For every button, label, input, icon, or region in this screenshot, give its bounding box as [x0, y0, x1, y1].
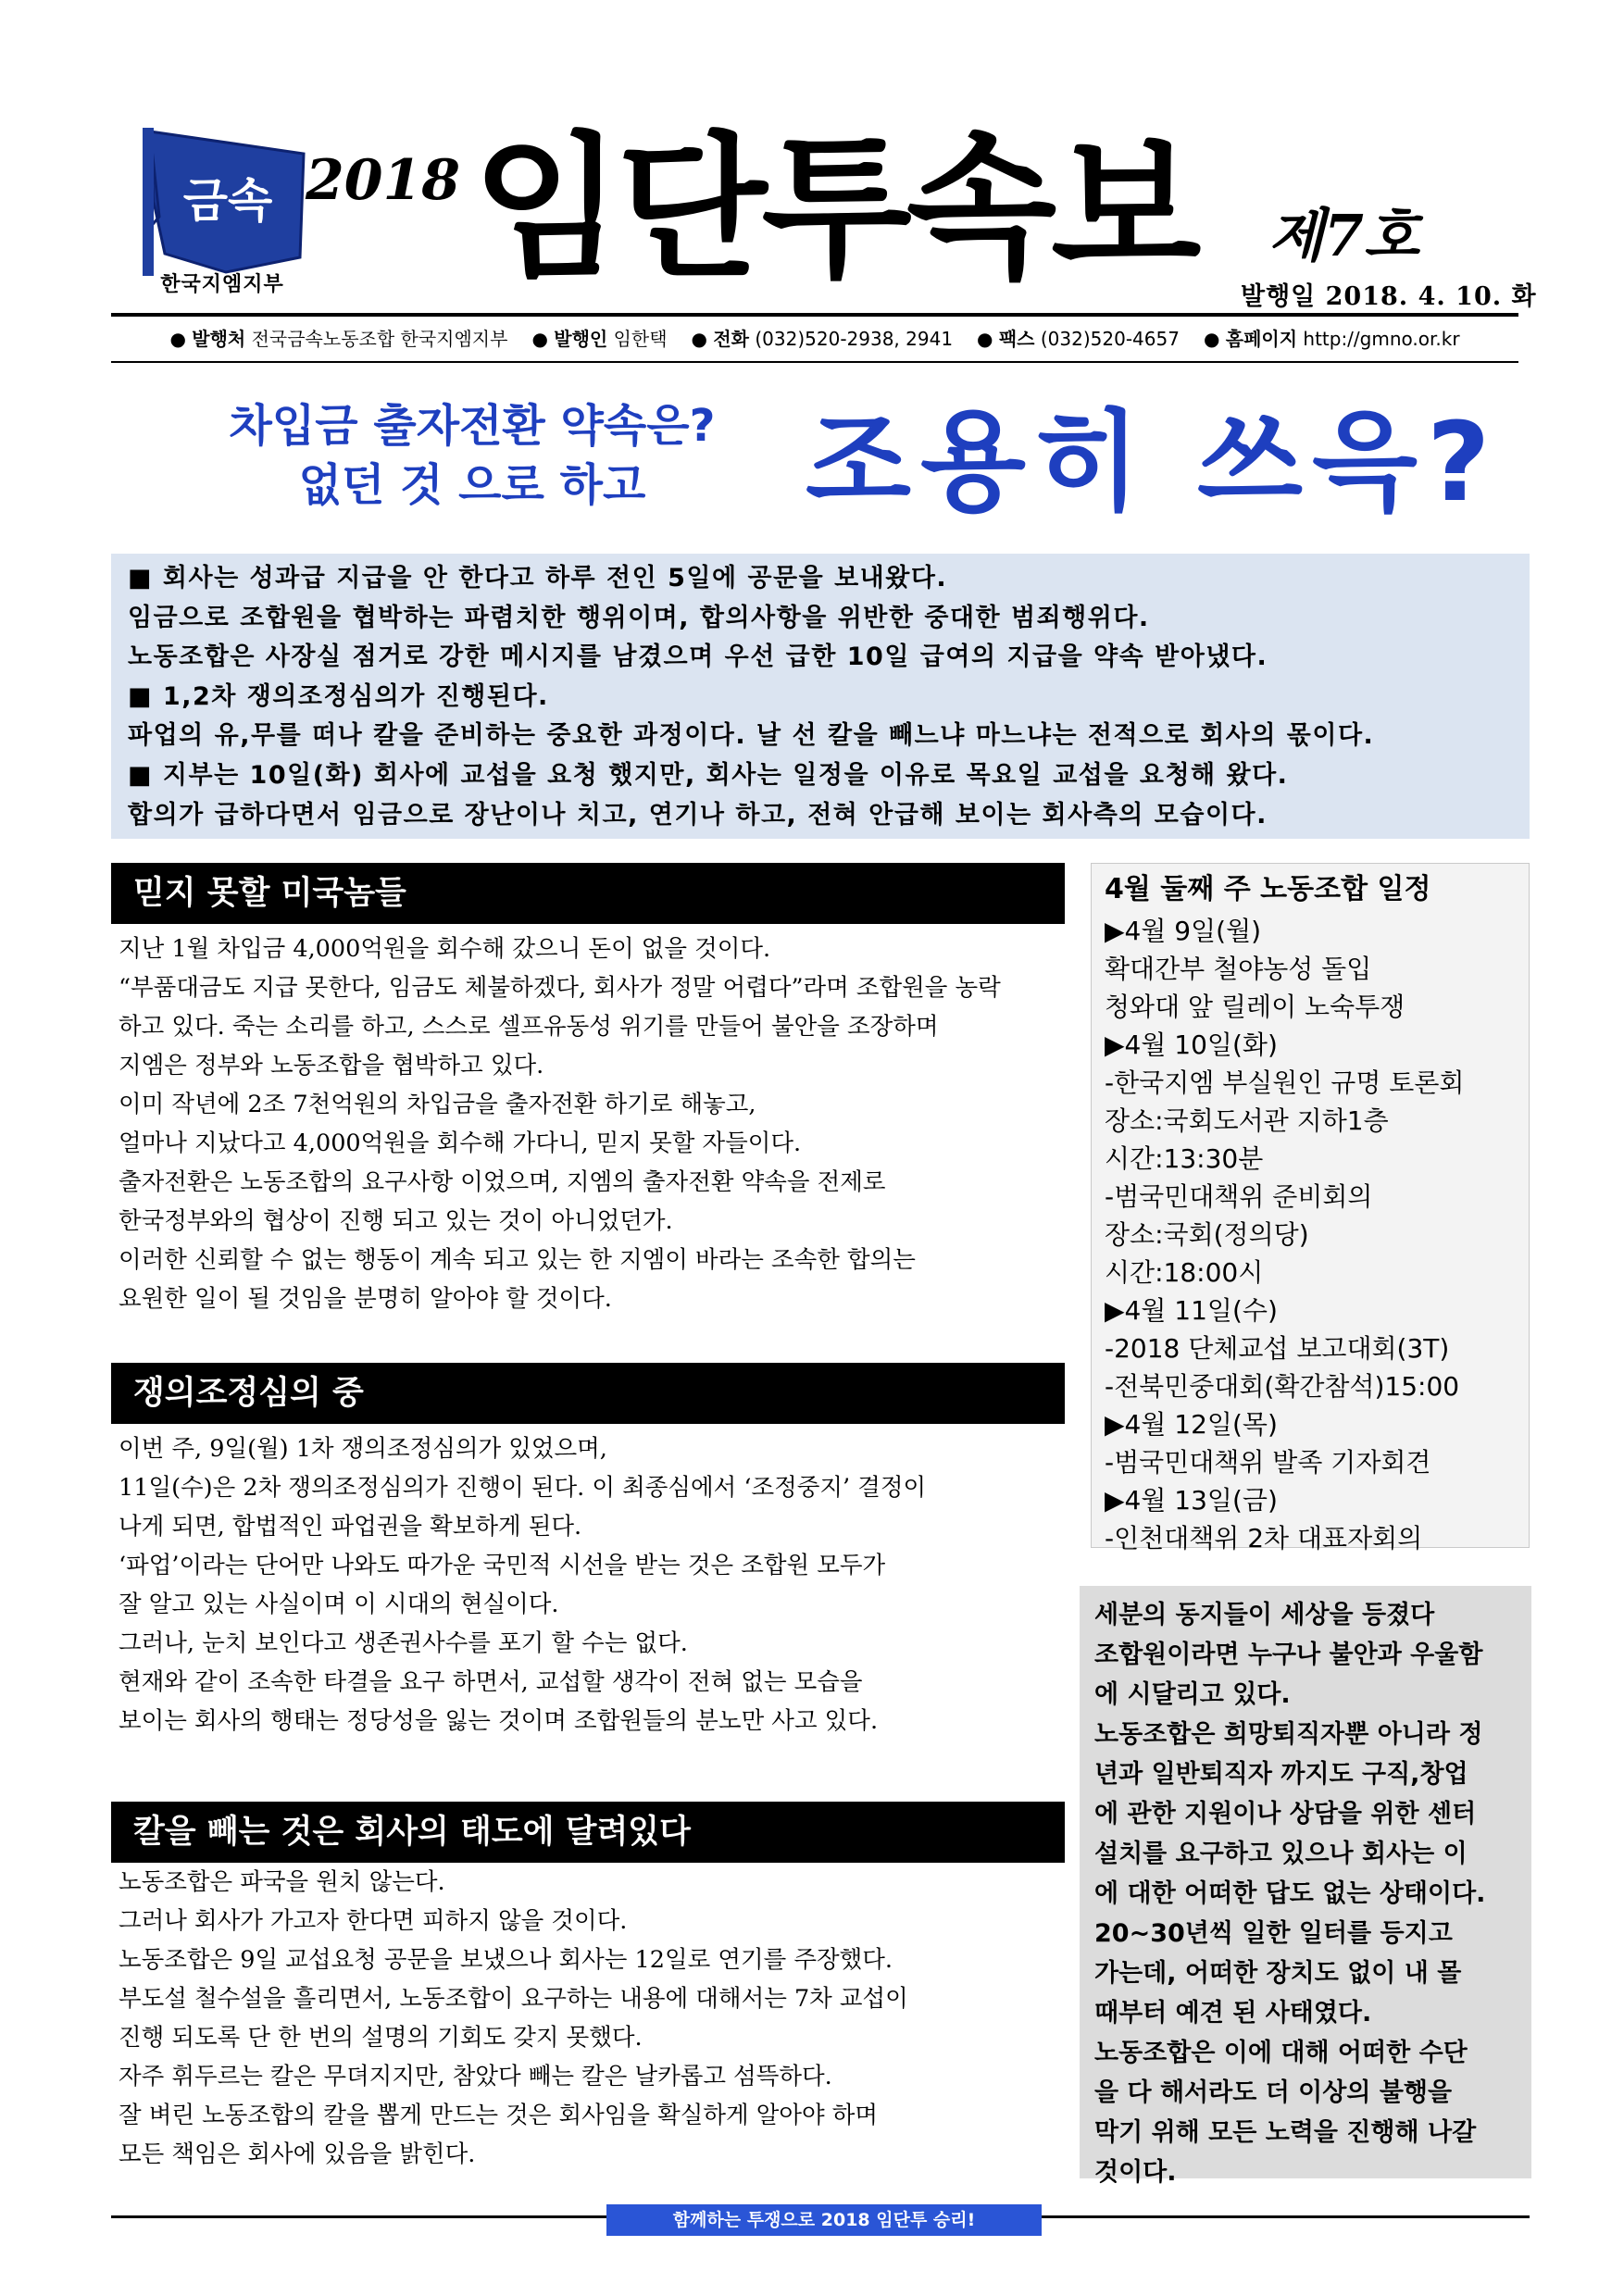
article-line: 얼마나 지났다고 4,000억원을 회수해 가다니, 믿지 못할 자들이다. — [119, 1129, 802, 1157]
article-line: 자주 휘두르는 칼은 무뎌지지만, 참았다 빼는 칼은 날카롭고 섬뜩하다. — [119, 2063, 832, 2090]
article-body — [111, 1863, 1065, 2174]
summary-line: 합의가 급하다면서 임금으로 장난이나 치고, 연기나 하고, 전혀 안급해 보이는 회사측의 모습이다. — [128, 800, 1268, 830]
article-line: 나게 되면, 합법적인 파업권을 확보하게 된다. — [119, 1513, 582, 1541]
summary-line: ■ 회사는 성과급 지급을 안 한다고 하루 전인 5일에 공문을 보내왔다. — [128, 564, 948, 593]
weekly-schedule — [1091, 863, 1530, 1554]
schedule-line: ▶4월 9일(월) — [1105, 916, 1262, 946]
summary-line: 파업의 유,무를 떠나 칼을 준비하는 중요한 과정이다. 날 선 칼을 빼느냐 마느냐는 전적으로 회사의 몫이다. — [128, 721, 1375, 751]
schedule-line: -범국민대책위 준비회의 — [1105, 1181, 1373, 1212]
schedule-line: ▶4월 12일(목) — [1105, 1409, 1278, 1440]
article-company-attitude — [111, 1802, 1065, 2174]
headline-sub-line-1: 차입금 출자전환 약속은? — [229, 400, 716, 452]
note-line: 설치를 요구하고 있으나 회사는 이 — [1094, 1840, 1468, 1868]
publish-date: 발행일 2018. 4. 10. 화 — [1241, 282, 1537, 311]
schedule-line: 시간:18:00시 — [1105, 1257, 1264, 1288]
note-line: 을 다 해서라도 더 이상의 불행을 — [1094, 2078, 1453, 2107]
article-line: 이미 작년에 2조 7천억원의 차입금을 출자전환 하기로 해놓고, — [119, 1091, 756, 1118]
note-line: 20~30년씩 일한 일터를 등지고 — [1094, 1919, 1453, 1948]
article-line: 노동조합은 파국을 원치 않는다. — [119, 1868, 445, 1896]
masthead-title: 임단투속보 — [472, 116, 1196, 299]
note-line: 세분의 동지들이 세상을 등졌다 — [1094, 1601, 1435, 1629]
article-line: “부품대금도 지급 못한다, 임금도 체불하겠다, 회사가 정말 어렵다”라며 조합원을 농락 — [119, 974, 1001, 1002]
article-title: 칼을 빼는 것은 회사의 태도에 달려있다 — [111, 1802, 1065, 1863]
article-line: 그러나, 눈치 보인다고 생존권사수를 포기 할 수는 없다. — [119, 1629, 688, 1657]
article-line: 이러한 신뢰할 수 없는 행동이 계속 되고 있는 한 지엠이 바라는 조속한 합의는 — [119, 1246, 916, 1274]
info-issuer: ● 발행인 임한택 — [531, 328, 668, 350]
info-publisher: ● 발행처 전국금속노동조합 한국지엠지부 — [169, 328, 508, 350]
note-line: 노동조합은 이에 대해 어떠한 수단 — [1094, 2039, 1468, 2067]
article-line: 모든 책임은 회사에 있음을 밝힌다. — [119, 2140, 476, 2168]
schedule-line: -인천대책위 2차 대표자회의 — [1105, 1523, 1423, 1554]
article-title: 믿지 못할 미국놈들 — [111, 863, 1065, 924]
schedule-line: ▶4월 10일(화) — [1105, 1029, 1278, 1060]
article-line: 요원한 일이 될 것임을 분명히 알아야 할 것이다. — [119, 1285, 612, 1313]
schedule-title: 4월 둘째 주 노동조합 일정 — [1105, 873, 1431, 905]
article-line: 11일(수)은 2차 쟁의조정심의가 진행이 된다. 이 최종심에서 ‘조정중지’ 결정이 — [119, 1474, 927, 1502]
masthead-rule-bottom — [111, 361, 1518, 363]
note-line: 조합원이라면 누구나 불안과 우울함 — [1094, 1641, 1483, 1669]
article-line: 부도설 철수설을 흘리면서, 노동조합이 요구하는 내용에 대해서는 7차 교섭이 — [119, 1985, 908, 2013]
article-body — [111, 924, 1065, 1318]
logo-text: 금속 — [182, 174, 273, 228]
logo-org-name: 한국지엠지부 — [160, 273, 284, 296]
publisher-info-bar — [111, 324, 1518, 352]
note-line: 것이다. — [1094, 2158, 1177, 2187]
article-line: 보이는 회사의 행태는 정당성을 잃는 것이며 조합원들의 분노만 사고 있다. — [119, 1707, 879, 1735]
summary-line: ■ 지부는 10일(화) 회사에 교섭을 요청 했지만, 회사는 일정을 이유로 목요일 교섭을 요청해 왔다. — [128, 760, 1289, 790]
article-line: 지난 1월 차입금 4,000억원을 회수해 갔으니 돈이 없을 것이다. — [119, 935, 771, 963]
info-fax: ● 팩스 (032)520-4657 — [977, 328, 1180, 350]
note-line: 에 관한 지원이나 상담을 위한 센터 — [1094, 1800, 1477, 1828]
article-line: 진행 되도록 단 한 번의 설명의 기회도 갖지 못했다. — [119, 2024, 643, 2052]
note-line: 에 대한 어떠한 답도 없는 상태이다. — [1094, 1879, 1486, 1908]
masthead-rule-top — [111, 313, 1518, 317]
article-line: 하고 있다. 죽는 소리를 하고, 스스로 셀프유동성 위기를 만들어 불안을 조장하며 — [119, 1013, 939, 1041]
article-mediation — [111, 1363, 1065, 1741]
article-line: 이번 주, 9일(월) 1차 쟁의조정심의가 있었으며, — [119, 1435, 607, 1463]
note-line: 년과 일반퇴직자 까지도 구직,창업 — [1094, 1760, 1468, 1789]
schedule-line: -범국민대책위 발족 기자회견 — [1105, 1447, 1431, 1478]
headline-main: 조용히 쓰윽? — [806, 398, 1500, 526]
masthead-year: 2018 — [306, 148, 460, 213]
article-line: 출자전환은 노동조합의 요구사항 이었으며, 지엠의 출자전환 약속을 전제로 — [119, 1168, 886, 1196]
schedule-line: 시간:13:30분 — [1105, 1143, 1264, 1174]
headline-sub-line-2: 없던 것 으로 하고 — [298, 459, 646, 511]
article-line: ‘파업’이라는 단어만 나와도 따가운 국민적 시선을 받는 것은 조합원 모두가 — [119, 1552, 886, 1579]
schedule-line: -2018 단체교섭 보고대회(3T) — [1105, 1333, 1450, 1364]
schedule-line: -전북민중대회(확간참석)15:00 — [1105, 1371, 1460, 1402]
schedule-line: 청와대 앞 릴레이 노숙투쟁 — [1105, 992, 1405, 1022]
note-line: 때부터 예견 된 사태였다. — [1094, 1999, 1372, 2028]
schedule-line: 장소:국회(정의당) — [1105, 1219, 1309, 1250]
sidebar-note — [1080, 1586, 1531, 2187]
article-line: 현재와 같이 조속한 타결을 요구 하면서, 교섭할 생각이 전혀 없는 모습을 — [119, 1668, 863, 1696]
schedule-line: ▶4월 13일(금) — [1105, 1485, 1278, 1516]
article-line: 잘 알고 있는 사실이며 이 시대의 현실이다. — [119, 1591, 559, 1618]
summary-line: 노동조합은 사장실 점거로 강한 메시지를 남겼으며 우선 급한 10일 급여의 지급을 약속 받아냈다. — [128, 643, 1268, 672]
note-line: 노동조합은 희망퇴직자뿐 아니라 정 — [1094, 1720, 1483, 1749]
note-line: 가는데, 어떠한 장치도 없이 내 몰 — [1094, 1959, 1462, 1988]
article-line: 노동조합은 9일 교섭요청 공문을 보냈으나 회사는 12일로 연기를 주장했다. — [119, 1946, 893, 1974]
schedule-line: 장소:국회도서관 지하1층 — [1105, 1105, 1389, 1136]
note-line: 막기 위해 모든 노력을 진행해 나갈 — [1094, 2118, 1477, 2147]
summary-line: 임금으로 조합원을 협박하는 파렴치한 행위이며, 합의사항을 위반한 중대한 범죄행위다. — [128, 603, 1150, 632]
headline-sub — [167, 396, 778, 515]
schedule-line: ▶4월 11일(수) — [1105, 1295, 1278, 1326]
summary-box — [111, 554, 1530, 839]
article-line: 잘 벼린 노동조합의 칼을 뽑게 만드는 것은 회사임을 확실하게 알아야 하며 — [119, 2102, 879, 2129]
article-line: 지엠은 정부와 노동조합을 협박하고 있다. — [119, 1052, 544, 1079]
article-line: 한국정부와의 협상이 진행 되고 있는 것이 아니었던가. — [119, 1207, 673, 1235]
article-body — [111, 1424, 1065, 1741]
info-phone: ● 전화 (032)520-2938, 2941 — [691, 328, 954, 350]
schedule-line: -한국지엠 부실원인 규명 토론회 — [1105, 1067, 1465, 1098]
schedule-line: 확대간부 철야농성 돌입 — [1105, 954, 1372, 984]
footer-slogan: 함께하는 투쟁으로 2018 임단투 승리! — [606, 2204, 1042, 2236]
summary-line: ■ 1,2차 쟁의조정심의가 진행된다. — [128, 681, 549, 711]
note-line: 에 시달리고 있다. — [1094, 1680, 1291, 1709]
article-american-distrust — [111, 863, 1065, 1318]
article-line: 그러나 회사가 가고자 한다면 피하지 않을 것이다. — [119, 1907, 628, 1935]
article-title: 쟁의조정심의 중 — [111, 1363, 1065, 1424]
info-homepage: ● 홈페이지 http://gmno.or.kr — [1203, 328, 1460, 350]
issue-number: 제7호 — [1268, 202, 1419, 269]
